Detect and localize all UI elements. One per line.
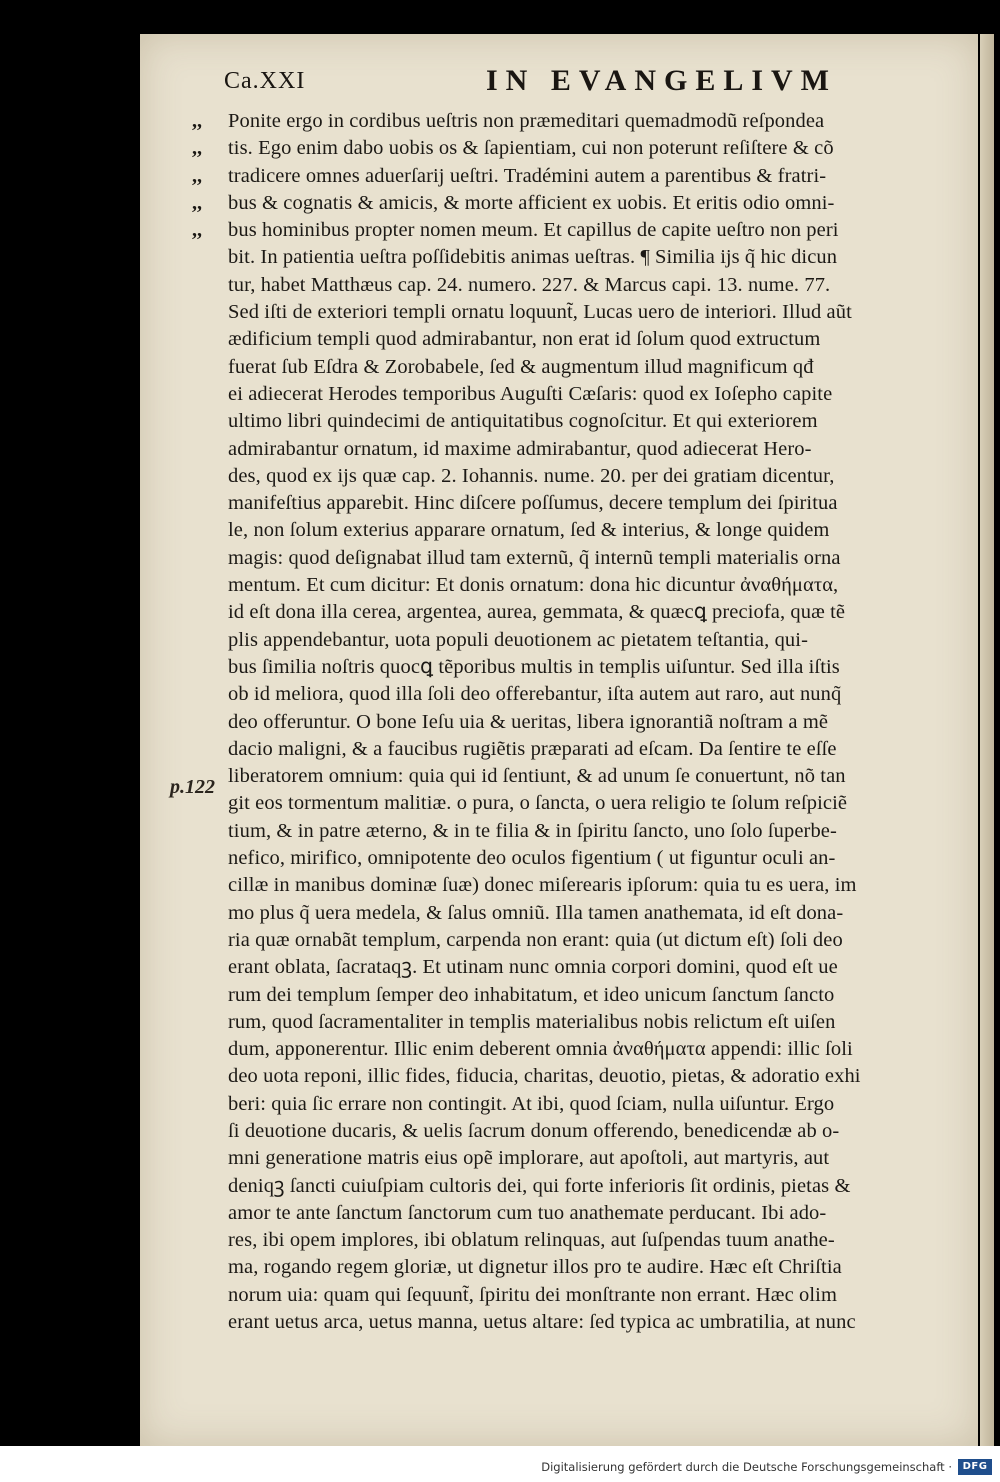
quote-marks-column [192, 108, 222, 244]
text-line: fuerat ſub Eſdra & Zorobabele, ſed & augmentum illud magnificum qđ [228, 355, 814, 378]
text-line: ria quæ ornabãt templum, carpenda non erant: quia (ut dictum eſt) ſoli deo [228, 928, 843, 951]
text-line: manifeſtius apparebit. Hinc diſcere poſſumus, decere templum dei ſpiritua [228, 492, 838, 515]
quote-mark: ,, [192, 191, 202, 214]
text-line: Sed iſti de exteriori templi ornatu loquunt̃, Lucas uero de interiori. Illud aũt [228, 301, 852, 324]
text-line: res, ibi opem implores, ibi oblatum relinquas, aut ſuſpendas tuum anathe- [228, 1229, 835, 1252]
text-line: mo plus q̃ uera medela, & ſalus omniũ. Illa tamen anathemata, id eſt dona- [228, 901, 844, 924]
text-line: deo uota reponi, illic fides, fiducia, charitas, deuotio, pietas, & adoratio exhi [228, 1065, 861, 1088]
text-line: Ponite ergo in cordibus ueſtris non præmeditari quemadmodũ reſpondea [228, 110, 825, 132]
text-line: bit. In patientia ueſtra poſſidebitis animas ueſtras. ¶ Similia ĳs q̃ hic dicun [228, 246, 838, 269]
text-line: amor te ante ſanctum ſanctorum cum tuo anathemate perducant. Ibi ado- [228, 1201, 827, 1224]
text-line: bus & cognatis & amicis, & morte afficient ex uobis. Et eritis odio omni- [228, 191, 835, 214]
text-line: ob id meliora, quod illa ſoli deo offerebantur, iſta autem aut raro, aut nunq̃ [228, 683, 842, 706]
body-text [228, 108, 968, 1364]
text-line: nefico, mirifico, omnipotente deo oculos figentium ( ut figuntur oculi an- [228, 847, 836, 870]
text-line: bus hominibus propter nomen meum. Et capillus de capite ueſtro non peri [228, 219, 839, 242]
text-line: erant oblata, ſacrataqꝫ. Et utinam nunc omnia corpori domini, quod eſt ue [228, 956, 838, 979]
text-line: ſi deuotione ducaris, & uelis ſacrum donum offerendo, benedicendæ ab o- [228, 1119, 840, 1142]
text-line: cillæ in manibus dominæ ſuæ) donec miſerearis ipſorum: quia tu es uera, im [228, 874, 857, 897]
text-line: erant uetus arca, uetus manna, uetus altare: ſed typica ac umbratilia, at nunc [228, 1311, 856, 1334]
text-line: rum dei templum ſemper deo inhabitatum, et ideo unicum ſanctum ſancto [228, 983, 835, 1006]
text-line: ei adiecerat Herodes temporibus Auguſti Cæſaris: quod ex Ioſepho capite [228, 382, 833, 405]
funding-credit: Digitalisierung gefördert durch die Deutsche Forschungsgemeinschaft · [541, 1460, 952, 1474]
folio: Ca.XXI [224, 68, 306, 94]
text-line: liberatorem omnium: quia qui id ſentiunt, & ad unum ſe conuertunt, nõ tan [228, 765, 846, 788]
text-line: bus ſimilia noſtris quocꝗ tẽporibus multis in templis uiſuntur. Sed illa iſtis [228, 655, 840, 678]
quote-mark: ,, [192, 219, 202, 242]
text-line: ultimo libri quindecimi de antiquitatibus cognoſcitur. Et qui exteriorem [228, 410, 818, 433]
quote-mark: ,, [192, 164, 202, 187]
text-line: tradicere omnes aduerſarij ueſtri. Tradémini autem a parentibus & fratri- [228, 164, 827, 187]
text-line: mentum. Et cum dicitur: Et donis ornatum: dona hic dicuntur ἀναθήματα, [228, 574, 839, 597]
text-line: dacio maligni, & a faucibus rugiẽtis præparati ad eſcam. Da ſentire te eſſe [228, 737, 837, 760]
footer-bar [0, 1446, 1000, 1482]
text-line: tium, & in patre æterno, & in te filia & in ſpiritu ſancto, uno ſolo ſuperbe- [228, 819, 837, 842]
text-line: mni generatione matris eius opẽ implorare, aut apoſtoli, aut martyris, aut [228, 1147, 830, 1170]
text-line: deniqꝫ ſancti cuiuſpiam cultoris dei, qui forte inferioris ſit ordinis, pietas & [228, 1174, 851, 1197]
dfg-logo: DFG [958, 1459, 992, 1475]
text-line: tur, habet Matthæus cap. 24. numero. 227. & Marcus capi. 13. nume. 77. [228, 273, 831, 296]
text-line: deo offeruntur. O bone Ieſu uia & ueritas, libera ignorantiã noſtram a mẽ [228, 710, 829, 733]
text-line: magis: quod deſignabat illud tam externũ, q̃ internũ templi materialis orna [228, 546, 841, 569]
text-line: beri: quia ſic errare non contingit. At ibi, quod ſciam, nulla uiſuntur. Ergo [228, 1092, 835, 1115]
text-line [228, 1336, 968, 1363]
text-line: plis appendebantur, uota populi deuotionem ac pietatem teſtantia, qui- [228, 628, 809, 651]
quote-mark: ,, [192, 110, 202, 132]
text-line: des, quod ex ĳs quæ cap. 2. Iohannis. nume. 20. per dei gratiam dicentur, [228, 464, 835, 487]
margin-note: p.122 [170, 776, 215, 798]
text-line: ma, rogando regem gloriæ, ut dignetur illos pro te audire. Hæc eſt Chriſtia [228, 1256, 842, 1279]
text-line: norum uia: quam qui ſequunt̃, ſpiritu dei monſtrante non errant. Hæc olim [228, 1283, 837, 1306]
page-edge [980, 34, 994, 1446]
text-line: git eos tormentum malitiæ. o pura, o ſancta, o uera religio te ſolum reſpiciẽ [228, 792, 848, 815]
running-title: IN EVANGELIVM [486, 64, 837, 97]
text-line: ædificium templi quod admirabantur, non erat id ſolum quod extructum [228, 328, 821, 351]
text-line: tis. Ego enim dabo uobis os & ſapientiam, cui non poterunt reſiſtere & cõ [228, 137, 834, 160]
running-head [224, 64, 864, 104]
quote-mark: ,, [192, 137, 202, 160]
text-line: id eſt dona illa cerea, argentea, aurea, gemmata, & quæcꝗ preciofa, quæ tẽ [228, 601, 846, 624]
text-line: rum, quod ſacramentaliter in templis materialibus nobis relictum eſt uiſen [228, 1010, 836, 1033]
text-line: dum, apponerentur. Illic enim deberent omnia ἀναθήματα appendi: illic ſoli [228, 1038, 853, 1061]
text-line: le, non ſolum exterius apparare ornatum, ſed & interius, & longe quidem [228, 519, 830, 542]
text-line: admirabantur ornatum, id maxime admirabantur, quod adiecerat Hero- [228, 437, 812, 460]
